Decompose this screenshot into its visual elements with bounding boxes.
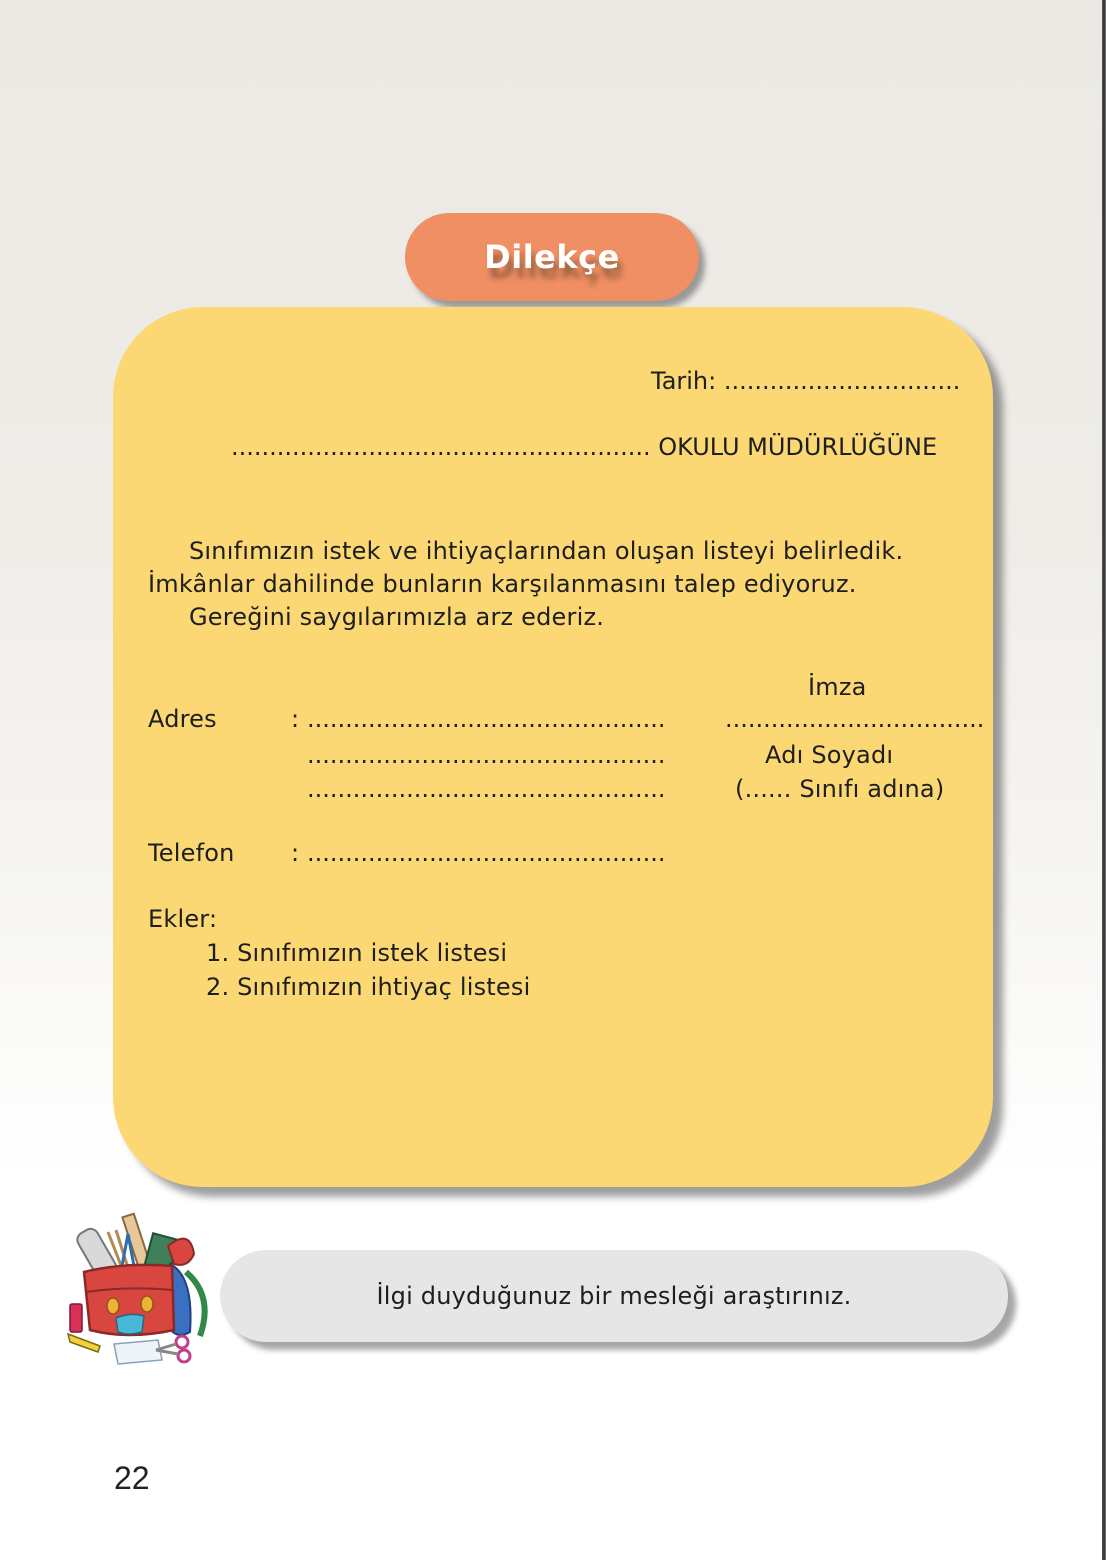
title-banner: [405, 213, 699, 301]
phone-line: ...............................................: [307, 839, 666, 867]
page-edge: [1102, 0, 1106, 1560]
signature-label: İmza: [808, 673, 867, 701]
phone-colon: :: [291, 839, 300, 867]
body-line-1: Sınıfımızın istek ve ihtiyaçlarından oluşan listeyi belirledik.: [189, 537, 904, 565]
attachments-label: Ekler:: [148, 905, 218, 933]
phone-label: Telefon: [148, 839, 235, 867]
addressee-line: ....................................................... OKULU MÜDÜRLÜĞÜNE: [231, 433, 938, 461]
school-backpack-icon: [64, 1206, 224, 1366]
attachment-item: 2. Sınıfımızın ihtiyaç listesi: [206, 973, 531, 1001]
address-line-1: ...............................................: [307, 705, 666, 733]
date-field: Tarih: ...............................: [651, 367, 961, 395]
address-colon: :: [291, 705, 300, 733]
petition-card: [113, 307, 993, 1187]
body-line-3: Gereğini saygılarımızla arz ederiz.: [189, 603, 605, 631]
page-number: 22: [114, 1460, 150, 1496]
address-line-3: ...............................................: [307, 775, 666, 803]
body-line-2: İmkânlar dahilinde bunların karşılanmasını talep ediyoruz.: [148, 570, 857, 598]
address-line-2: ...............................................: [307, 741, 666, 769]
name-label: Adı Soyadı: [765, 741, 894, 769]
tip-banner: [220, 1250, 1008, 1342]
tip-text: İlgi duyduğunuz bir mesleği araştırınız.: [376, 1282, 852, 1310]
attachment-item: 1. Sınıfımızın istek listesi: [206, 939, 508, 967]
signature-line: ..................................: [725, 705, 985, 733]
page-title: Dilekçe: [484, 238, 620, 276]
class-label: (...... Sınıfı adına): [735, 775, 945, 803]
address-label: Adres: [148, 705, 217, 733]
